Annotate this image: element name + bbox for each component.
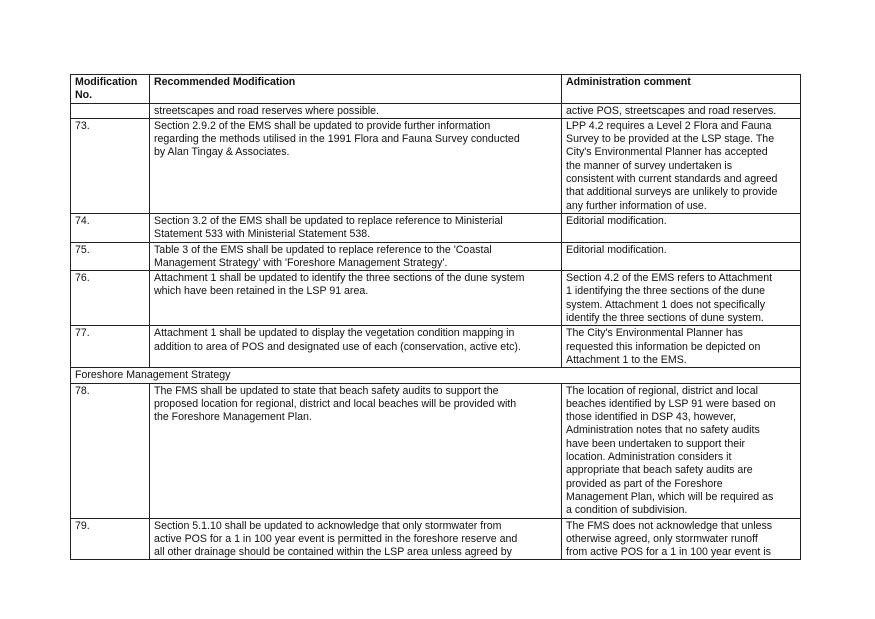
administration-comment-cell: The FMS does not acknowledge that unless otherwise agreed, only stormwater runoff from active POS for a 1 in 100 year event is bbox=[562, 518, 801, 560]
row-number: 77. bbox=[71, 326, 150, 368]
section-heading: Foreshore Management Strategy bbox=[71, 368, 801, 383]
administration-comment-cell: LPP 4.2 requires a Level 2 Flora and Fauna Survey to be provided at the LSP stage. The City's Environmental Planner has accepted the manner of survey undertaken is consistent with current standards and agreed that additional surveys are unlikely to provide any further information of use. bbox=[562, 118, 801, 213]
recommended-modification-cell: Section 5.1.10 shall be updated to acknowledge that only stormwater from active POS for a 1 in 100 year event is permitted in the foreshore reserve and all other drainage should be contained within the LSP area unless agreed by bbox=[150, 518, 562, 560]
recommended-modification-cell: Table 3 of the EMS shall be updated to replace reference to the 'Coastal Management Strategy' with 'Foreshore Management Strategy'. bbox=[150, 242, 562, 271]
administration-comment-cell: active POS, streetscapes and road reserves. bbox=[562, 103, 801, 118]
table-row bbox=[71, 271, 801, 326]
table-header bbox=[71, 75, 801, 104]
administration-comment-cell: Editorial modification. bbox=[562, 242, 801, 271]
row-number: 74. bbox=[71, 213, 150, 242]
row-number: 73. bbox=[71, 118, 150, 213]
recommended-modification-cell: Section 3.2 of the EMS shall be updated to replace reference to Ministerial Statement 533 with Ministerial Statement 538. bbox=[150, 213, 562, 242]
section-heading-row bbox=[71, 368, 801, 383]
continuation-row bbox=[71, 103, 801, 118]
header-recommended-modification: Recommended Modification bbox=[150, 75, 562, 104]
administration-comment-cell: The location of regional, district and local beaches identified by LSP 91 were based on those identified in DSP 43, however, Administration notes that no safety audits have been undertaken to support their location. Administration considers it appropriate that beach safety audits are provided as part of the Foreshore Management Plan, which will be required as a condition of subdivision. bbox=[562, 383, 801, 518]
recommended-modification-cell: Attachment 1 shall be updated to display the vegetation condition mapping in addition to area of POS and designated use of each (conservation, active etc). bbox=[150, 326, 562, 368]
recommended-modification-cell: The FMS shall be updated to state that beach safety audits to support the proposed location for regional, district and local beaches will be provided with the Foreshore Management Plan. bbox=[150, 383, 562, 518]
table-row bbox=[71, 518, 801, 560]
row-number: 78. bbox=[71, 383, 150, 518]
administration-comment-cell: The City's Environmental Planner has requested this information be depicted on Attachment 1 to the EMS. bbox=[562, 326, 801, 368]
recommended-modification-cell: Attachment 1 shall be updated to identify the three sections of the dune system which have been retained in the LSP 91 area. bbox=[150, 271, 562, 326]
table-row bbox=[71, 213, 801, 242]
modifications-table bbox=[70, 74, 801, 560]
row-number: 76. bbox=[71, 271, 150, 326]
table-body bbox=[71, 103, 801, 560]
administration-comment-cell: Section 4.2 of the EMS refers to Attachment 1 identifying the three sections of the dune system. Attachment 1 does not specifically identify the three sections of dune system. bbox=[562, 271, 801, 326]
row-number: 75. bbox=[71, 242, 150, 271]
table-row bbox=[71, 118, 801, 213]
row-number bbox=[71, 103, 150, 118]
recommended-modification-cell: streetscapes and road reserves where possible. bbox=[150, 103, 562, 118]
recommended-modification-cell: Section 2.9.2 of the EMS shall be updated to provide further information regarding the methods utilised in the 1991 Flora and Fauna Survey conducted by Alan Tingay & Associates. bbox=[150, 118, 562, 213]
header-administration-comment: Administration comment bbox=[562, 75, 801, 104]
header-row bbox=[71, 75, 801, 104]
row-number: 79. bbox=[71, 518, 150, 560]
header-modification-no: Modification No. bbox=[71, 75, 150, 104]
table-row bbox=[71, 326, 801, 368]
administration-comment-cell: Editorial modification. bbox=[562, 213, 801, 242]
table-row bbox=[71, 383, 801, 518]
table-row bbox=[71, 242, 801, 271]
